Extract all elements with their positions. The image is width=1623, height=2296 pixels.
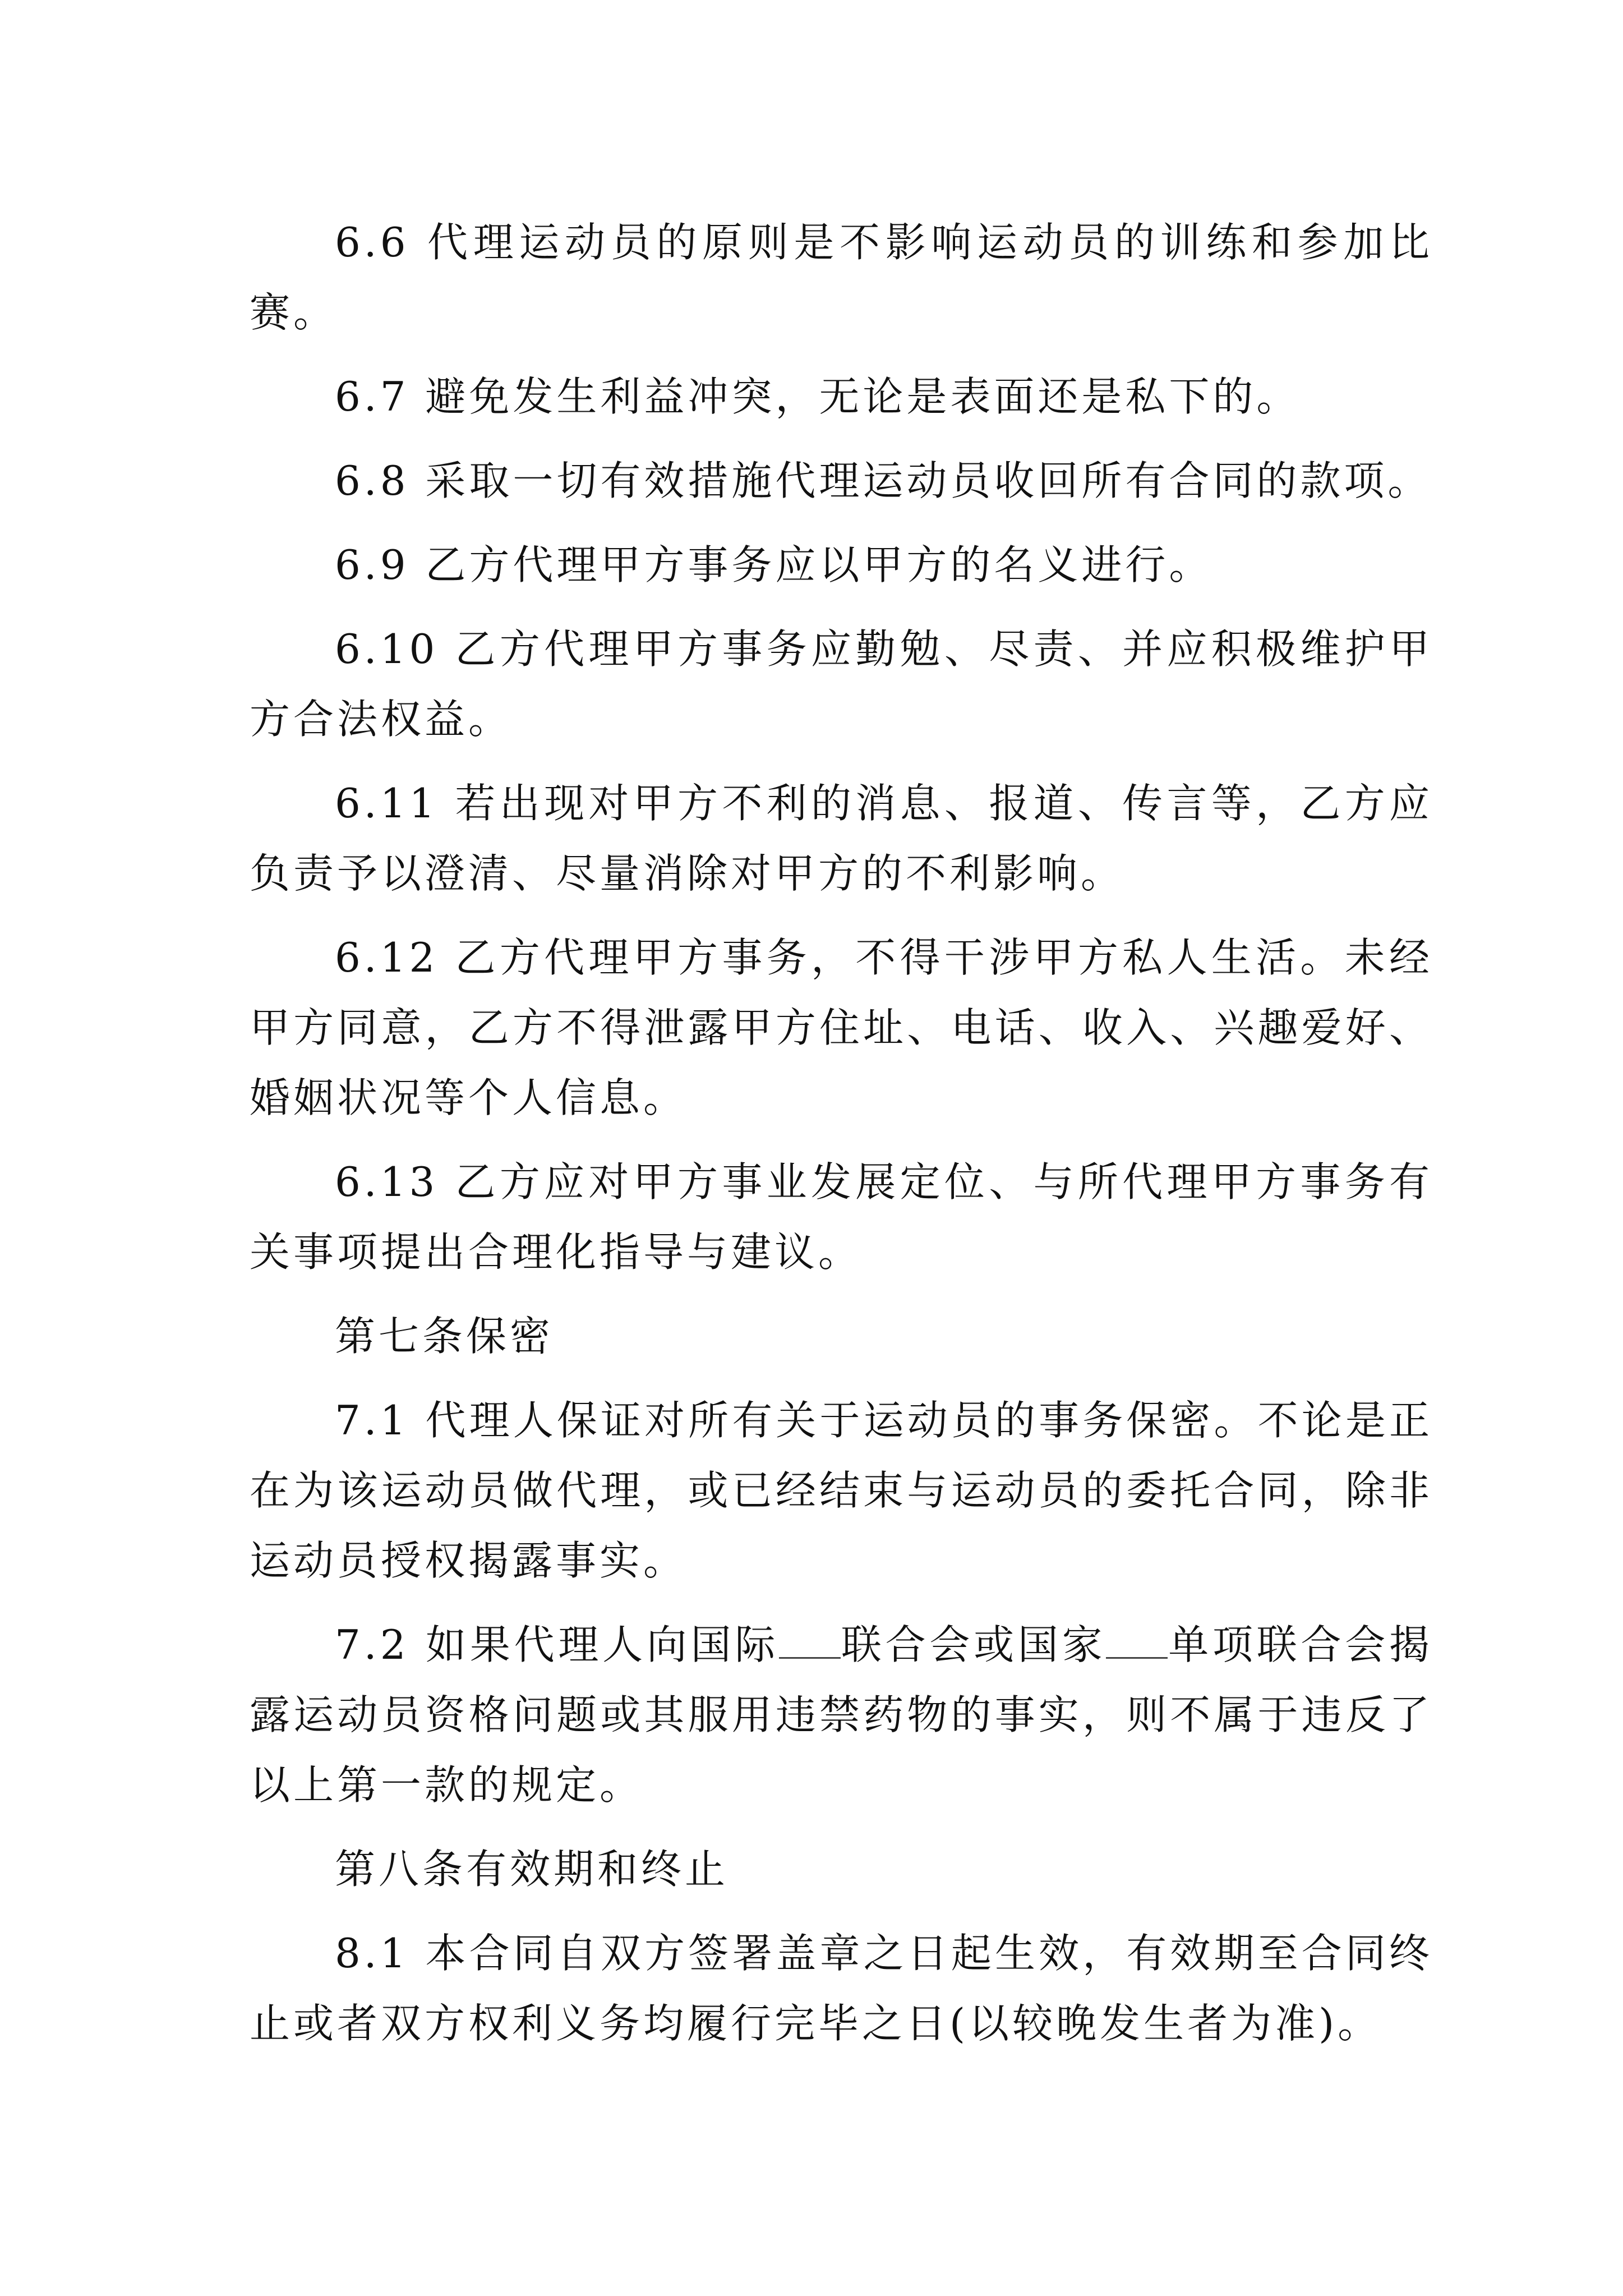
clause-6-7: 6.7 避免发生利益冲突，无论是表面还是私下的。 xyxy=(335,373,1301,420)
clause-7-1: 7.1 代理人保证对所有关于运动员的事务保密。不论是正在为该运动员做代理，或已经结束与运动员的委托合同，除非运动员授权揭露事实。 xyxy=(250,1397,1433,1584)
clause-8-1: 8.1 本合同自双方签署盖章之日起生效，有效期至合同终止或者双方权利义务均履行完毕之日(以较晚发生者为准)。 xyxy=(250,1930,1433,2047)
document-body xyxy=(250,208,1433,2073)
clause-6-8: 6.8 采取一切有效措施代理运动员收回所有合同的款项。 xyxy=(335,457,1432,504)
clause-7-2-part-a: 7.2 如果代理人向国际 xyxy=(335,1621,780,1668)
clause-7-2 xyxy=(250,1610,1433,1820)
clause-6-11: 6.11 若出现对甲方不利的消息、报道、传言等，乙方应负责予以澄清、尽量消除对甲方的不利影响。 xyxy=(250,780,1433,897)
article-8-heading: 第八条有效期和终止 xyxy=(335,1846,729,1893)
clause-6-9: 6.9 乙方代理甲方事务应以甲方的名义进行。 xyxy=(335,541,1213,588)
clause-6-13: 6.13 乙方应对甲方事业发展定位、与所代理甲方事务有关事项提出合理化指导与建议。 xyxy=(250,1158,1433,1276)
blank-field-national xyxy=(1106,1623,1168,1659)
clause-7-2-part-b: 联合会或国家 xyxy=(841,1621,1106,1668)
clause-7-2-part-c: 单项联合会揭露运动员资格问题或其服用违禁药物的事实，则不属于违反了以上第一款的规定。 xyxy=(250,1621,1433,1809)
article-7-heading: 第七条保密 xyxy=(335,1313,554,1360)
clause-6-10: 6.10 乙方代理甲方事务应勤勉、尽责、并应积极维护甲方合法权益。 xyxy=(250,625,1433,743)
clause-6-6: 6.6 代理运动员的原则是不影响运动员的训练和参加比赛。 xyxy=(250,219,1433,336)
clause-6-12: 6.12 乙方代理甲方事务，不得干涉甲方私人生活。未经甲方同意，乙方不得泄露甲方住址、电话、收入、兴趣爱好、婚姻状况等个人信息。 xyxy=(250,934,1433,1121)
blank-field-international xyxy=(779,1623,841,1659)
